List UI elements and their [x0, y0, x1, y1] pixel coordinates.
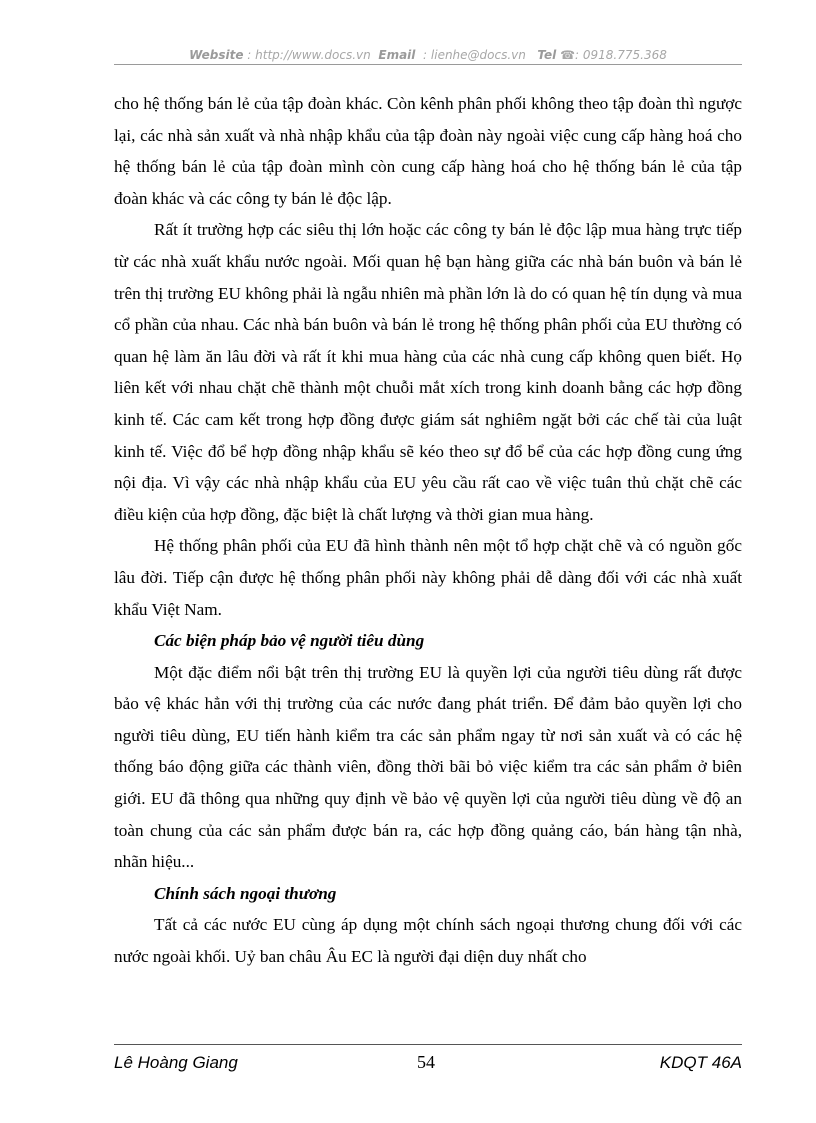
paragraph: Tất cả các nước EU cùng áp dụng một chính sách ngoại thương chung đối với các nước ngoài khối. Uỷ ban châu Âu EC là người đại diện duy nhất cho [114, 915, 742, 967]
footer-author: Lê Hoàng Giang [114, 1053, 238, 1072]
page-number: 54 [417, 1052, 435, 1072]
website-label: Website [189, 48, 244, 62]
tel-label: Tel [537, 48, 557, 62]
paragraph: Hệ thống phân phối của EU đã hình thành nên một tổ hợp chặt chẽ và có nguồn gốc lâu đời. Tiếp cận được hệ thống phân phối này không phải dễ dàng đối với các nhà xuất khẩu Việt Nam. [114, 536, 742, 619]
website-link[interactable]: : http://www.docs.vn [247, 48, 371, 62]
phone-icon: ☎ [560, 48, 576, 62]
tel-value: : 0918.775.368 [575, 48, 667, 62]
paragraph: Một đặc điểm nổi bật trên thị trường EU là quyền lợi của người tiêu dùng rất được bảo vệ khác hẳn với thị trường của các nước đang phát triển. Để đảm bảo quyền lợi cho người tiêu dùng, EU tiến hành kiểm tra các sản phẩm ngay từ nơi sản xuất và có các hệ thống báo động giữa các thành viên, đồng thời bãi bỏ việc kiểm tra các sản phẩm ở biên giới. EU đã thông qua những quy định về bảo vệ quyền lợi của người tiêu dùng về độ an toàn chung của các sản phẩm được bán ra, các hợp đồng quảng cáo, bán hàng tận nhà, nhãn hiệu... [114, 662, 742, 872]
header-divider [114, 64, 742, 65]
footer-divider [114, 1044, 742, 1045]
page-header [114, 46, 742, 64]
paragraph-continuation: cho hệ thống bán lẻ của tập đoàn khác. Còn kênh phân phối không theo tập đoàn thì ngược lại, các nhà sản xuất và nhà nhập khẩu của tập đoàn này ngoài việc cung cấp hàng hoá cho hệ thống bán lẻ của tập đoàn mình còn cung cấp hàng hoá cho hệ thống bán lẻ của tập đoàn khác và các công ty bán lẻ độc lập. [114, 94, 742, 208]
document-body [114, 88, 742, 973]
paragraph: Rất ít trường hợp các siêu thị lớn hoặc các công ty bán lẻ độc lập mua hàng trực tiếp từ các nhà xuất khẩu nước ngoài. Mối quan hệ bạn hàng giữa các nhà bán buôn và bán lẻ trên thị trường EU không phải là ngẫu nhiên mà phần lớn là do có quan hệ tín dụng và mua cổ phần của nhau. Các nhà bán buôn và bán lẻ trong hệ thống phân phối của EU thường có quan hệ làm ăn lâu đời và rất ít khi mua hàng của các nhà cung cấp không quen biết. Họ liên kết với nhau chặt chẽ thành một chuỗi mắt xích trong kinh doanh bằng các hợp đồng kinh tế. Các cam kết trong hợp đồng được giám sát nghiêm ngặt bởi các chế tài của luật kinh tế. Việc đổ bể hợp đồng nhập khẩu sẽ kéo theo sự đổ bể của các hợp đồng cung ứng nội địa. Vì vậy các nhà nhập khẩu của EU yêu cầu rất cao về việc tuân thủ chặt chẽ các điều kiện của hợp đồng, đặc biệt là chất lượng và thời gian mua hàng. [114, 220, 742, 524]
footer-class: KDQT 46A [659, 1053, 742, 1072]
section-heading: Các biện pháp bảo vệ người tiêu dùng [154, 631, 425, 651]
email-link[interactable]: : lienhe@docs.vn [423, 48, 526, 62]
email-label: Email [378, 48, 416, 62]
section-heading: Chính sách ngoại thương [154, 883, 337, 903]
